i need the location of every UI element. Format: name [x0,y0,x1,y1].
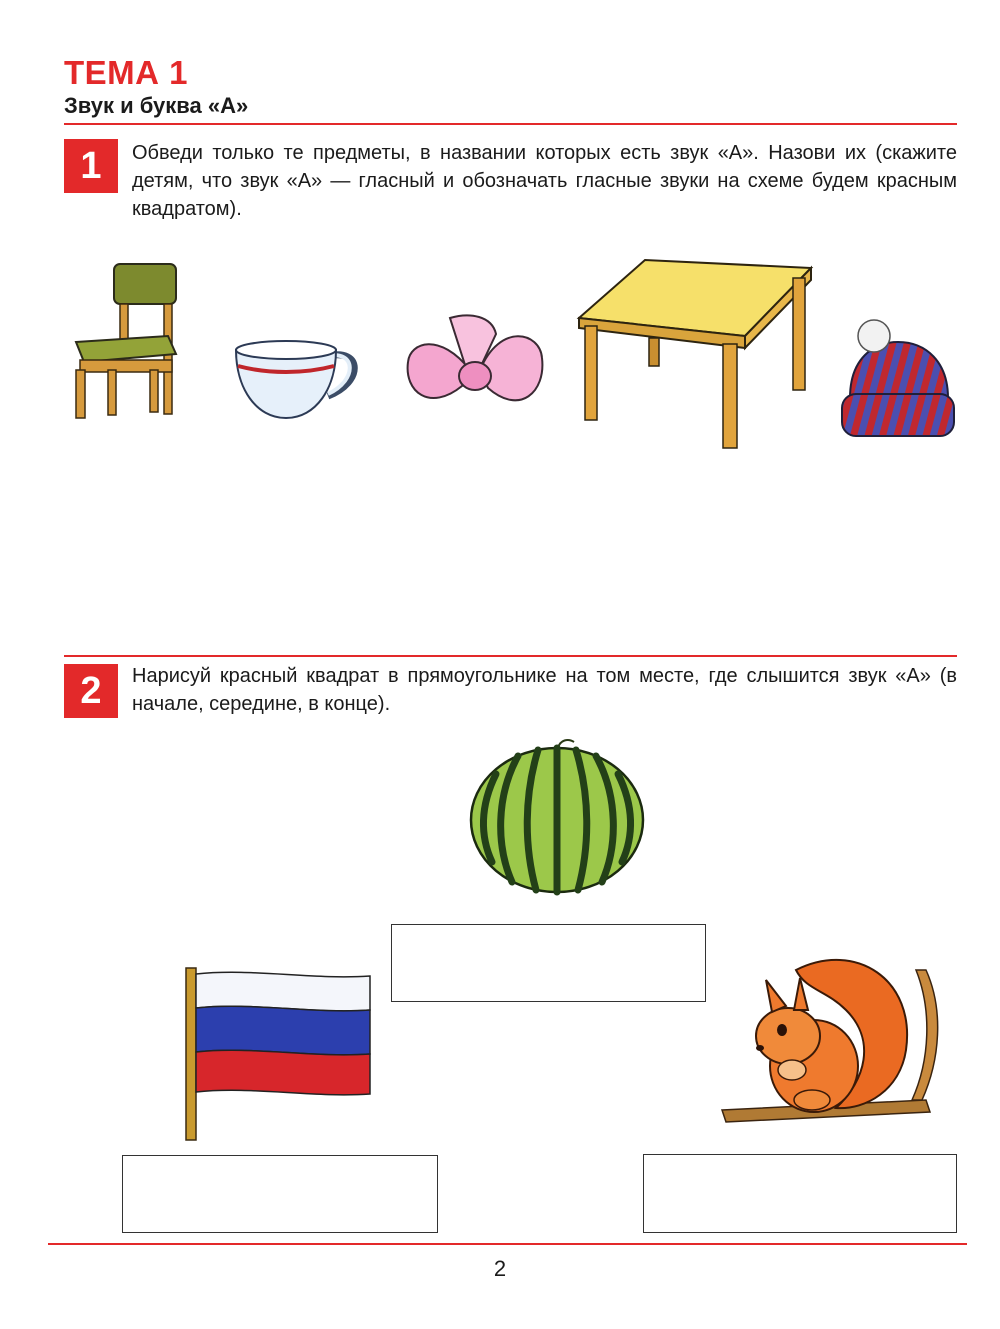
squirrel-icon[interactable] [716,950,948,1140]
answer-box-flag[interactable] [122,1155,438,1233]
header-divider [64,123,957,125]
table-icon[interactable] [575,258,815,453]
task-1-instructions: Обведи только те предметы, в названии которых есть звук «А». Назови их (скажите детям, что звук «А» — гласный и обозначать гласные звуки на схеме будем красным квадратом). [132,142,957,220]
footer-divider [48,1243,967,1245]
flag-icon[interactable] [182,966,378,1142]
knit-hat-icon[interactable] [838,318,958,440]
chair-icon[interactable] [68,258,183,423]
answer-box-watermelon[interactable] [391,924,706,1002]
task-number-badge: 1 [64,139,118,193]
task-number-badge: 2 [64,664,118,718]
page-number: 2 [493,1256,507,1281]
answer-box-squirrel[interactable] [643,1154,957,1233]
topic-title: ТЕМА 1 [64,54,189,91]
task-2-instructions: Нарисуй красный квадрат в прямоугольнике на том месте, где слышится звук «А» (в начале, середине, в конце). [132,665,957,715]
section-divider [64,655,957,657]
topic-subtitle: Звук и буква «А» [64,93,249,118]
bow-icon[interactable] [400,312,550,422]
teacup-icon[interactable] [232,338,362,423]
watermelon-icon[interactable] [468,736,646,894]
